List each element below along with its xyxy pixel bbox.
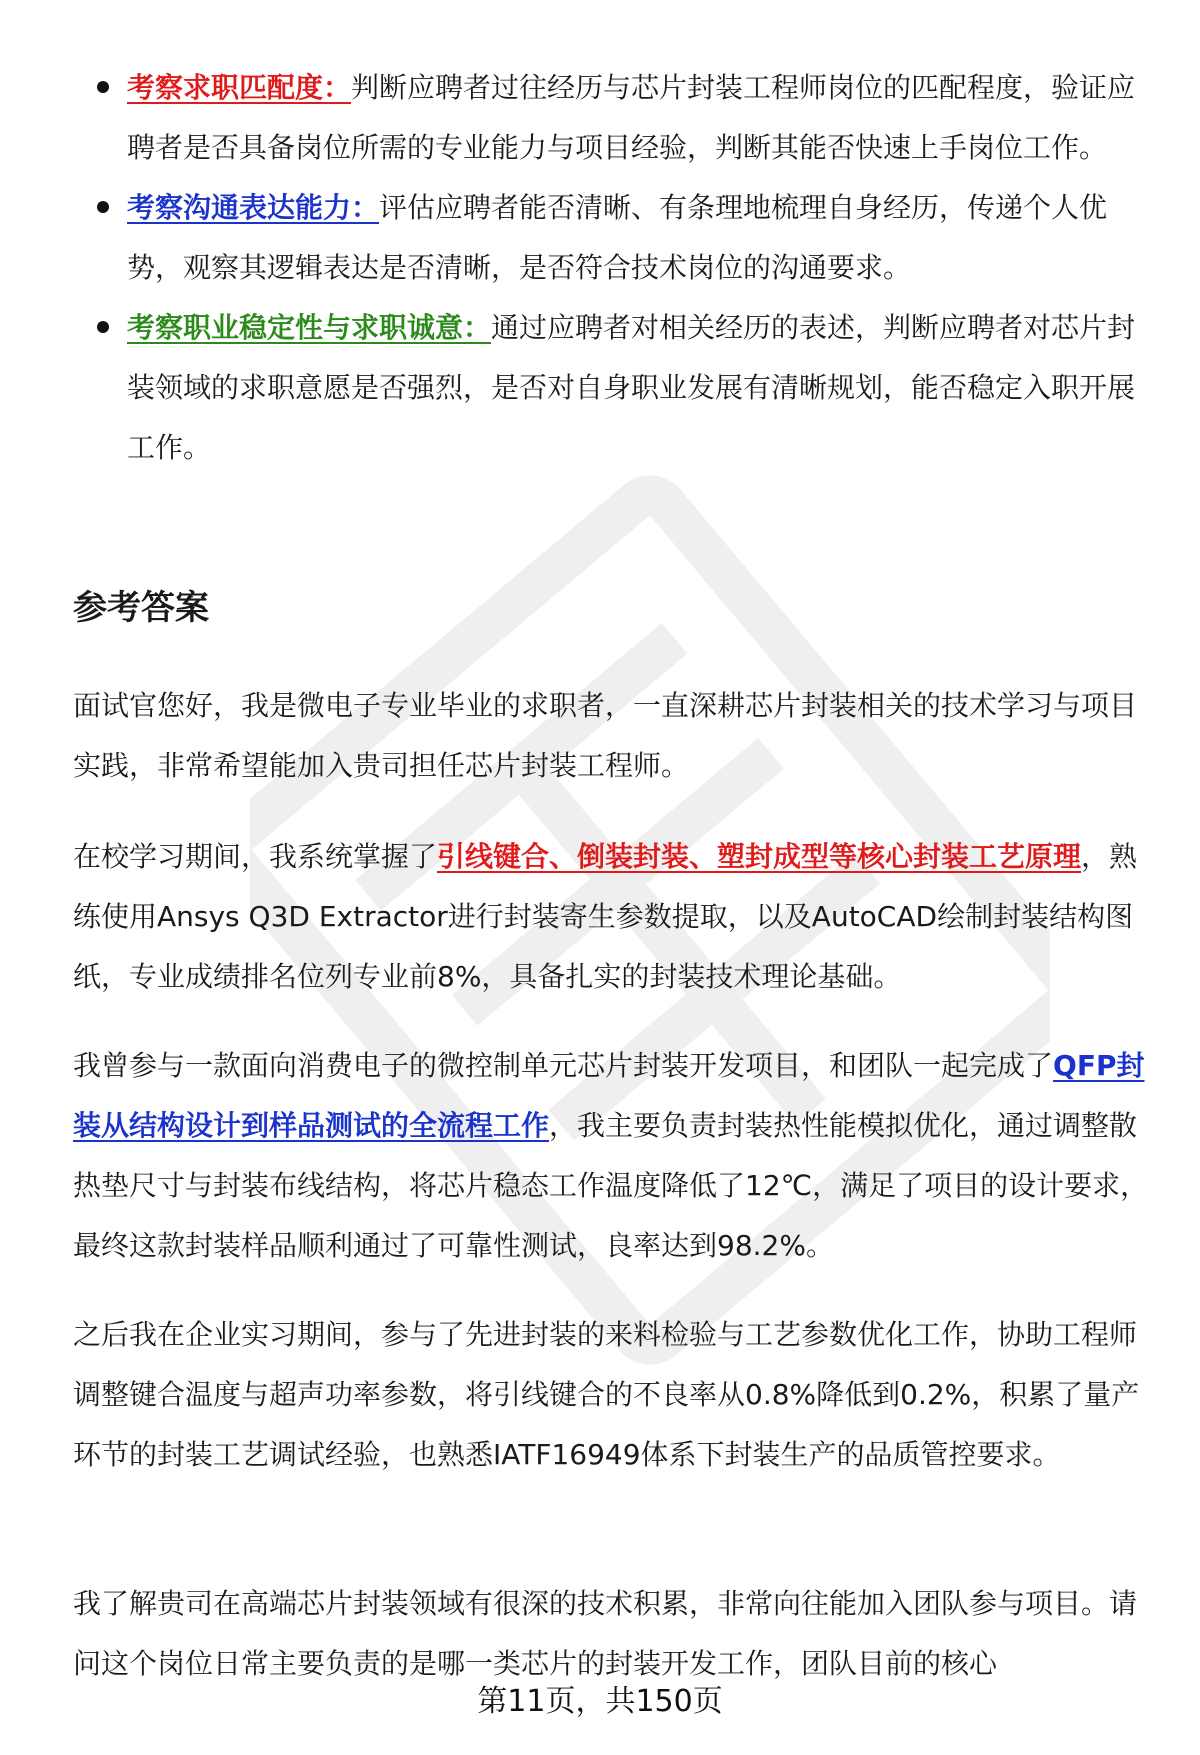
bullet-dot-icon bbox=[97, 81, 109, 93]
paragraph-text: ，我主要负责封装热性能模拟优化，通过调整散热垫尺寸与封装布线结构，将芯片稳态工作温度降低了12℃，满足了项目的设计要求，最终这款封装样品顺利通过了可靠性测试，良率达到98.2%。 bbox=[73, 1109, 1149, 1262]
list-item bbox=[0, 58, 1200, 178]
bullet-lead: 考察职业稳定性与求职诚意： bbox=[127, 311, 492, 344]
answer-paragraph-closing: 我了解贵司在高端芯片封装领域有很深的技术积累，非常向往能加入团队参与项目。请问这个岗位日常主要负责的是哪一类芯片的封装开发工作，团队目前的核心 bbox=[73, 1587, 1138, 1680]
answer-paragraph-intro: 面试官您好，我是微电子专业毕业的求职者，一直深耕芯片封装相关的技术学习与项目实践，非常希望能加入贵司担任芯片封装工程师。 bbox=[73, 689, 1138, 782]
paragraph-text: 在校学习期间，我系统掌握了 bbox=[73, 840, 438, 873]
answer-paragraph-project bbox=[73, 1036, 1158, 1276]
paragraph-text: ，熟练使用Ansys Q3D Extractor进行封装寄生参数提取，以及AutoCAD绘制封装结构图纸，专业成绩排名位列专业前8%，具备扎实的封装技术理论基础。 bbox=[73, 840, 1138, 993]
objectives-list bbox=[0, 58, 1200, 478]
bullet-lead: 考察求职匹配度： bbox=[127, 71, 352, 104]
highlight-text: QFP封装从结构设计到样品测试的全流程工作 bbox=[73, 1049, 1145, 1142]
answer-paragraph-internship: 之后我在企业实习期间，参与了先进封装的来料检验与工艺参数优化工作，协助工程师调整键合温度与超声功率参数，将引线键合的不良率从0.8%降低到0.2%，积累了量产环节的封装工艺调试经验，也熟悉IATF16949体系下封装生产的品质管控要求。 bbox=[73, 1318, 1140, 1471]
list-item bbox=[0, 178, 1200, 298]
answer-paragraph-education bbox=[73, 827, 1158, 1007]
bullet-dot-icon bbox=[97, 321, 109, 333]
paragraph-text: 我曾参与一款面向消费电子的微控制单元芯片封装开发项目，和团队一起完成了 bbox=[73, 1049, 1054, 1082]
highlight-text: 引线键合、倒装封装、塑封成型等核心封装工艺原理 bbox=[437, 840, 1082, 873]
bullet-lead: 考察沟通表达能力： bbox=[127, 191, 380, 224]
bullet-text: 通过应聘者对相关经历的表述，判断应聘者对芯片封装领域的求职意愿是否强烈，是否对自身职业发展有清晰规划，能否稳定入职开展工作。 bbox=[127, 311, 1136, 464]
bullet-text: 评估应聘者能否清晰、有条理地梳理自身经历，传递个人优势，观察其逻辑表达是否清晰，是否符合技术岗位的沟通要求。 bbox=[127, 191, 1108, 284]
list-item bbox=[0, 298, 1200, 478]
section-heading: 参考答案 bbox=[73, 588, 209, 628]
bullet-dot-icon bbox=[97, 201, 109, 213]
bullet-text: 判断应聘者过往经历与芯片封装工程师岗位的匹配程度，验证应聘者是否具备岗位所需的专业能力与项目经验，判断其能否快速上手岗位工作。 bbox=[127, 71, 1136, 164]
page-number-footer: 第11页，共150页 bbox=[477, 1684, 723, 1719]
